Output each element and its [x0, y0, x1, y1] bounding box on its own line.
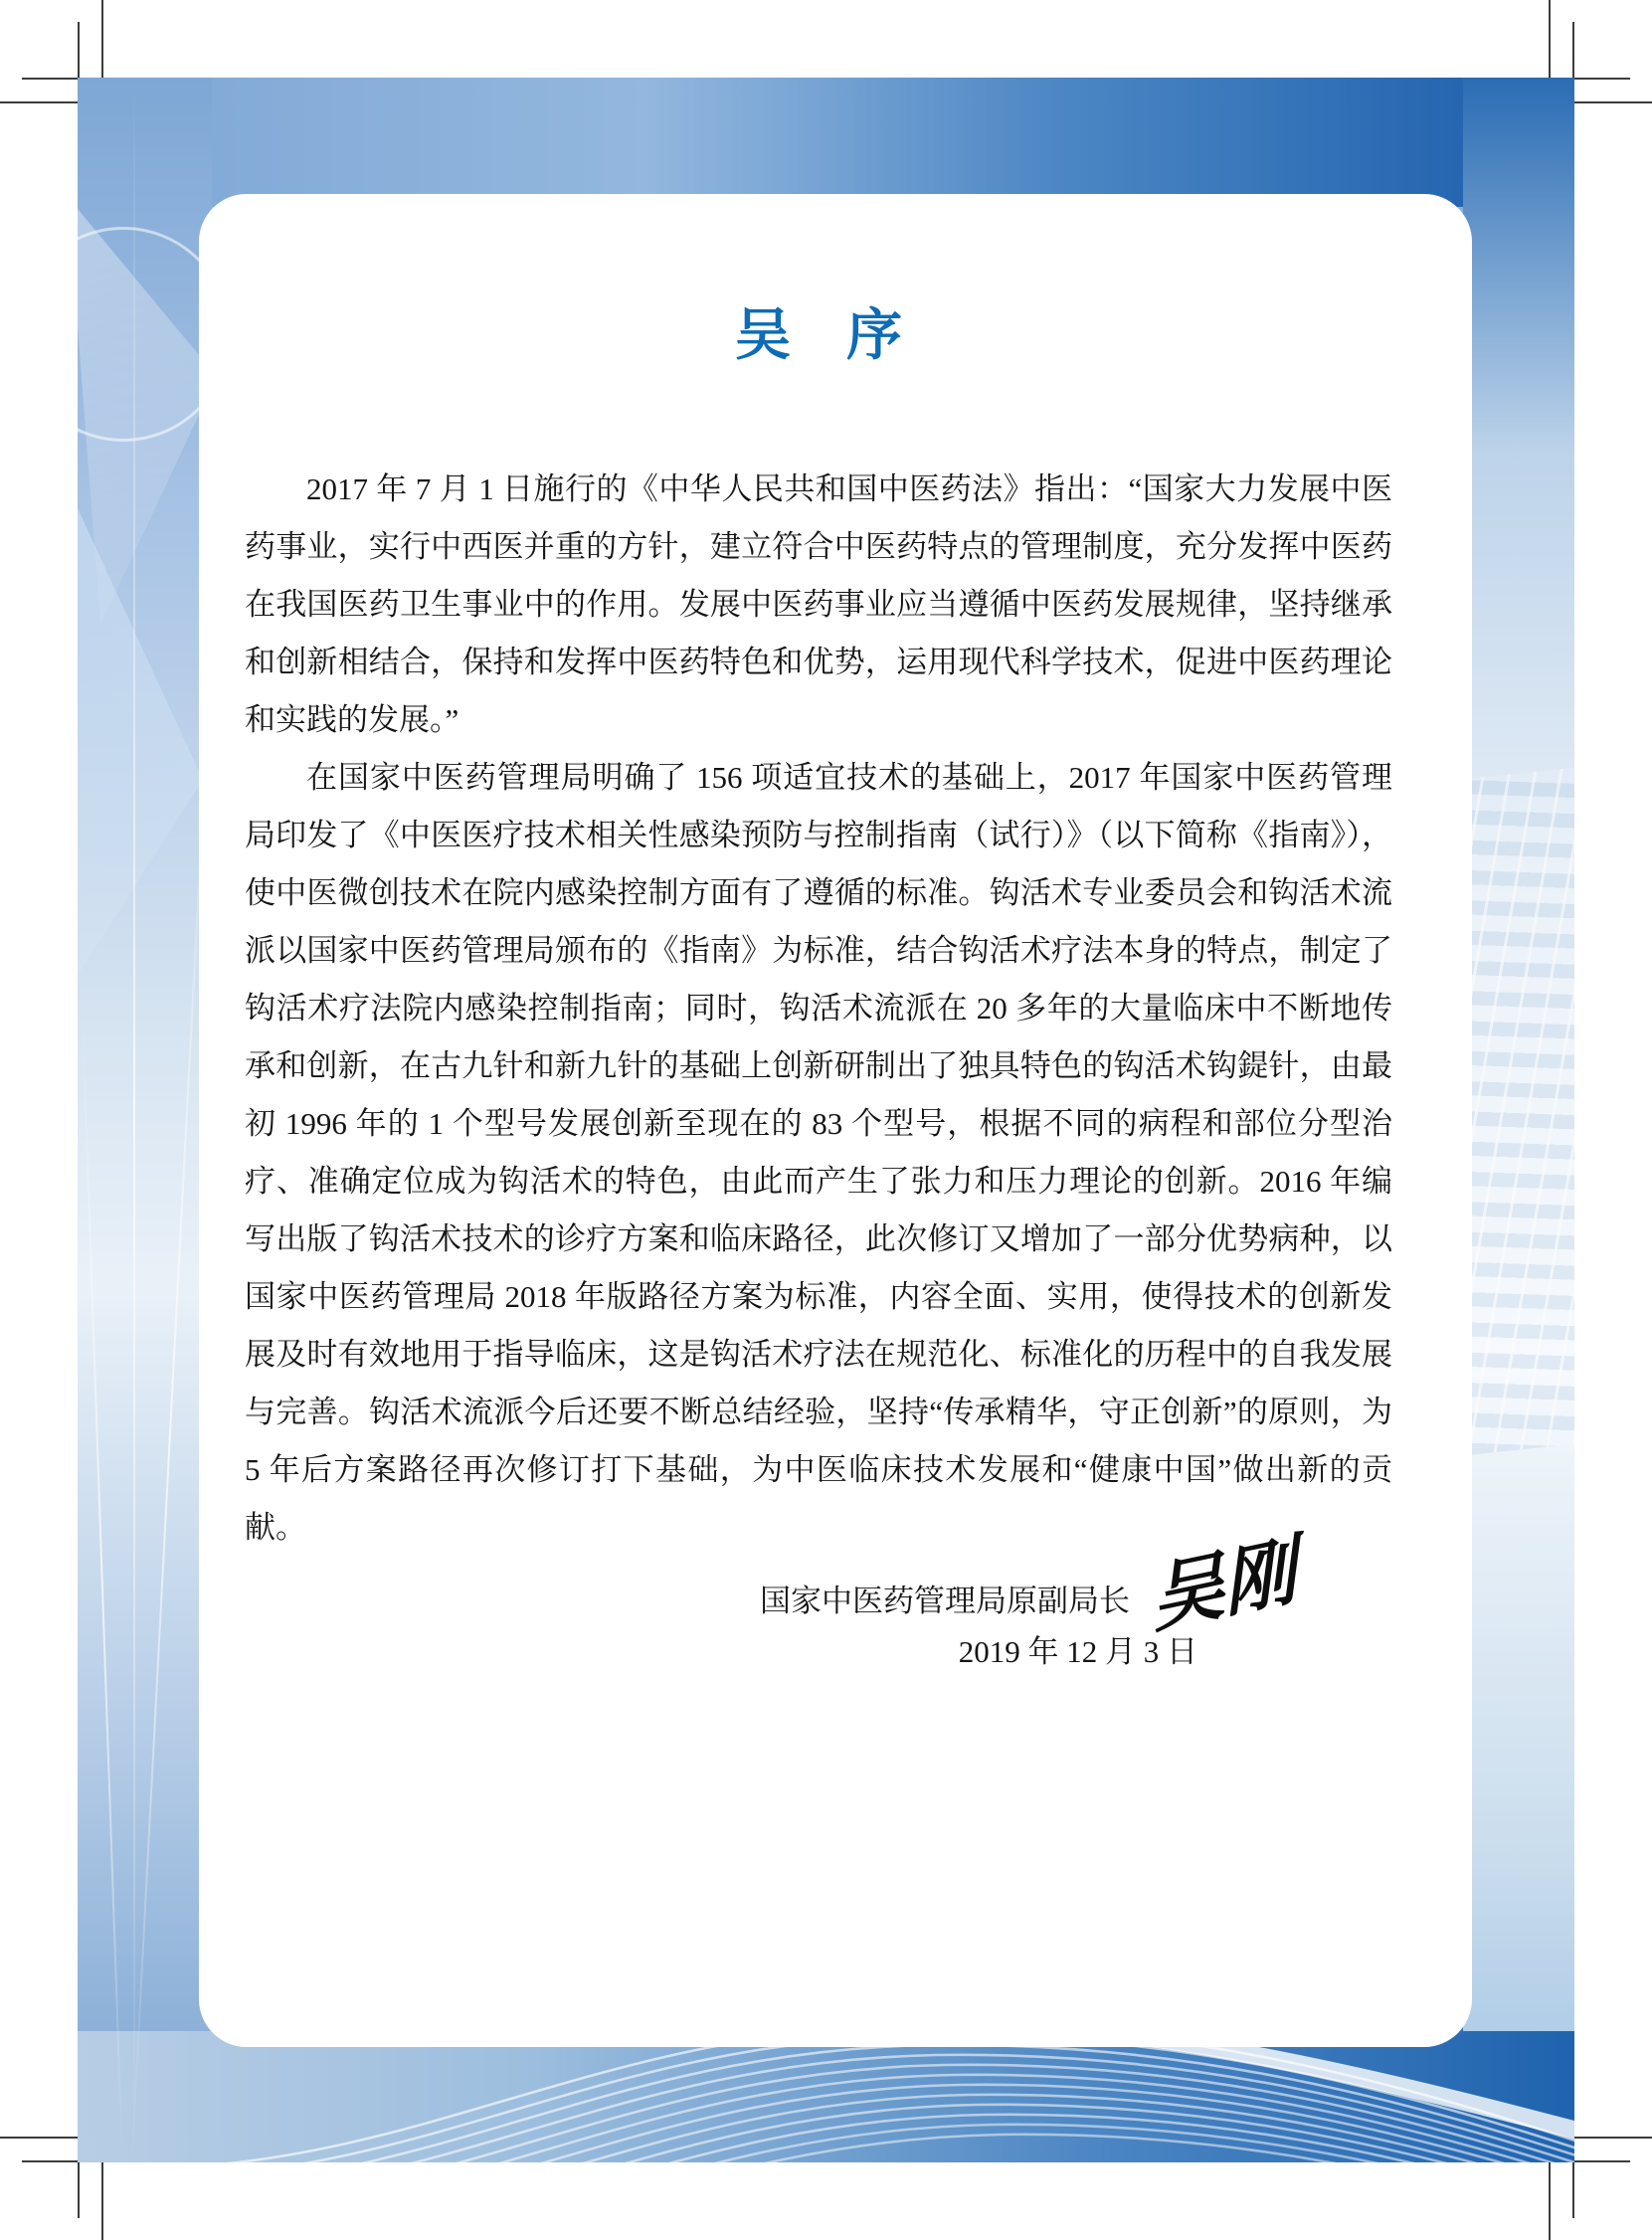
- handwritten-signature: 吴刚: [1147, 1527, 1300, 1644]
- light-streak: [133, 78, 135, 2162]
- signature-block: [245, 1527, 1392, 1644]
- paragraph-2: 在国家中医药管理局明确了 156 项适宜技术的基础上，2017 年国家中医药管理局印发了《中医医疗技术相关性感染预防与控制指南（试行）》（以下简称《指南》），使中医微创技术在院内感染控制方面有了遵循的标准。钩活术专业委员会和钩活术流派以国家中医药管理局颁布的《指南》为标准，结合钩活术疗法本身的特点，制定了钩活术疗法院内感染控制指南；同时，钩活术流派在 20 多年的大量临床中不断地传承和创新，在古九针和新九针的基础上创新研制出了独具特色的钩活术钩鍉针，由最初 1996 年的 1 个型号发展创新至现在的 83 个型号，根据不同的病程和部位分型治疗、准确定位成为钩活术的特色，由此而产生了张力和压力理论的创新。2016 年编写出版了钩活术技术的诊疗方案和临床路径，此次修订又增加了一部分优势病种，以国家中医药管理局 2018 年版路径方案为标准，内容全面、实用，使得技术的创新发展及时有效地用于指导临床，这是钩活术疗法在规范化、标准化的历程中的自我发展与完善。钩活术流派今后还要不断总结经验，坚持“传承精华，守正创新”的原则，为 5 年后方案路径再次修订打下基础，为中医临床技术发展和“健康中国”做出新的贡献。: [245, 760, 1392, 1545]
- content-card: [199, 194, 1472, 2047]
- background-top-band: [78, 78, 1574, 207]
- paragraph-1: 2017 年 7 月 1 日施行的《中华人民共和国中医药法》指出：“国家大力发展中医药事业，实行中西医并重的方针，建立符合中医药特点的管理制度，充分发挥中医药在我国医药卫生事业中的作用。发展中医药事业应当遵循中医药发展规律，坚持继承和创新相结合，保持和发挥中医药特色和优势，运用现代科学技术，促进中医药理论和实践的发展。”: [245, 471, 1392, 737]
- signature-attribution: 国家中医药管理局原副局长: [760, 1584, 1130, 1618]
- grid-pattern: [1455, 768, 1574, 1457]
- page-title: 吴 序: [735, 303, 902, 366]
- signature-date: 2019 年 12 月 3 日: [958, 1634, 1197, 1669]
- preface-body: [245, 461, 1392, 1557]
